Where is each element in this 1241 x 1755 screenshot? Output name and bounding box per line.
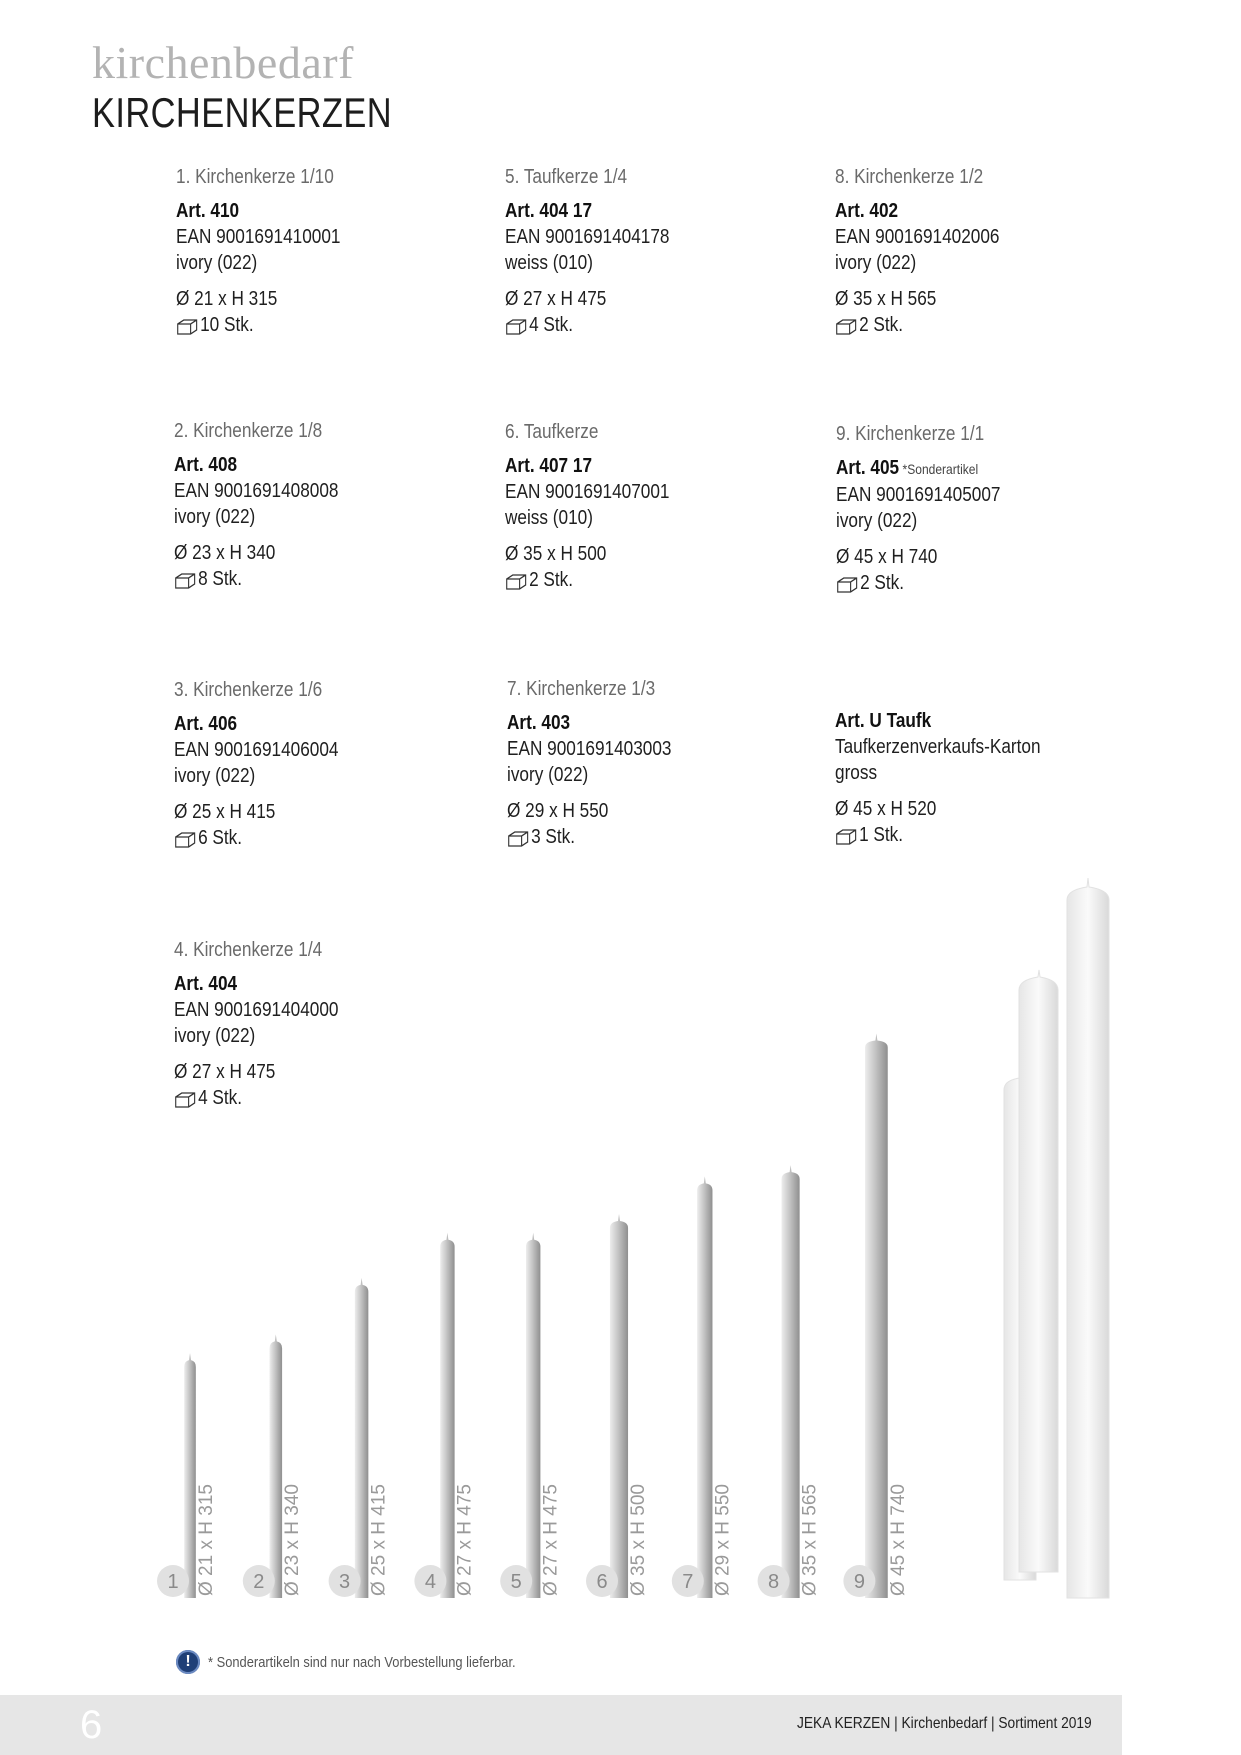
product-ean: EAN 9001691410001 — [176, 226, 341, 248]
product-qty — [174, 566, 449, 592]
candle-size-label: Ø 45 x H 740 — [887, 1484, 909, 1596]
product-qty — [176, 312, 451, 338]
product-qty — [174, 825, 449, 851]
footnote-text: * Sonderartikeln sind nur nach Vorbestellung lieferbar. — [208, 1653, 516, 1671]
qty-value: 2 Stk. — [529, 569, 574, 591]
product-title: 6. Taufkerze — [505, 421, 599, 443]
product-art — [836, 455, 1111, 482]
decorative-candles — [1004, 878, 1109, 1598]
product-title: 5. Taufkerze 1/4 — [505, 166, 628, 188]
qty-value: 2 Stk. — [859, 314, 904, 336]
candle-number-label: 7 — [682, 1571, 694, 1593]
candle-size-chart — [0, 860, 1241, 1630]
product-qty — [507, 824, 782, 850]
box-icon — [835, 316, 857, 334]
product-size: Ø 29 x H 550 — [507, 800, 609, 822]
box-icon — [836, 574, 858, 592]
candle-number-label: 9 — [853, 1571, 865, 1593]
product-color: ivory (022) — [174, 1025, 256, 1047]
qty-value: 3 Stk. — [531, 826, 576, 848]
product-color: weiss (010) — [505, 252, 593, 274]
product-art — [176, 198, 451, 224]
product-block — [836, 421, 1156, 596]
special-item-note: *Sonderartikel — [902, 461, 979, 477]
qty-value: 1 Stk. — [859, 824, 904, 846]
product-qty — [835, 312, 1110, 338]
product-title: 8. Kirchenkerze 1/2 — [835, 166, 984, 188]
product-description-2: gross — [835, 762, 878, 784]
product-color: ivory (022) — [174, 506, 256, 528]
product-ean: EAN 9001691403003 — [507, 738, 672, 760]
product-ean: EAN 9001691408008 — [174, 480, 339, 502]
footnote — [176, 1650, 566, 1674]
candle-size-label: Ø 23 x H 340 — [282, 1484, 304, 1596]
box-icon — [176, 316, 198, 334]
candle-bar-4 — [440, 1233, 454, 1598]
candle-bar-5 — [526, 1233, 540, 1598]
product-size: Ø 21 x H 315 — [176, 288, 278, 310]
product-title: 9. Kirchenkerze 1/1 — [836, 423, 985, 445]
candle-number-label: 4 — [424, 1571, 436, 1593]
qty-value: 4 Stk. — [198, 1087, 243, 1109]
product-block — [505, 164, 825, 338]
candle-size-label: Ø 27 x H 475 — [454, 1484, 476, 1596]
qty-value: 6 Stk. — [198, 827, 243, 849]
product-color: ivory (022) — [835, 252, 917, 274]
product-size: Ø 27 x H 475 — [505, 288, 607, 310]
art-number: Art. 405 — [836, 457, 900, 479]
decor-candle-medium — [1019, 970, 1058, 1572]
candle-size-label: Ø 35 x H 565 — [799, 1484, 821, 1596]
product-block — [505, 419, 825, 593]
product-color: ivory (022) — [836, 510, 918, 532]
product-ean: EAN 9001691406004 — [174, 739, 339, 761]
candle-number-label: 5 — [510, 1571, 522, 1593]
art-number: Art. 406 — [174, 713, 238, 735]
qty-value: 2 Stk. — [860, 572, 905, 594]
candle-bar-3 — [355, 1278, 369, 1598]
page-number: 6 — [80, 1703, 103, 1747]
product-title: 7. Kirchenkerze 1/3 — [507, 678, 656, 700]
qty-value: 10 Stk. — [200, 314, 254, 336]
product-size: Ø 45 x H 740 — [836, 546, 938, 568]
box-icon — [505, 316, 527, 334]
product-qty — [505, 567, 780, 593]
product-art — [505, 198, 780, 224]
product-qty — [836, 570, 1111, 596]
product-art — [174, 711, 449, 737]
candle-size-label: Ø 21 x H 315 — [195, 1484, 217, 1596]
box-icon — [174, 829, 196, 847]
product-ean: EAN 9001691405007 — [836, 484, 1001, 506]
product-qty — [505, 312, 780, 338]
art-number: Art. 410 — [176, 200, 240, 222]
art-number: Art. 407 17 — [505, 455, 593, 477]
candle-size-label: Ø 27 x H 475 — [540, 1484, 562, 1596]
product-color: ivory (022) — [174, 765, 256, 787]
candle-bar-6 — [610, 1214, 628, 1598]
qty-value: 4 Stk. — [529, 314, 574, 336]
qty-value: 8 Stk. — [198, 568, 243, 590]
candle-number-label: 3 — [339, 1571, 351, 1593]
product-block — [176, 164, 496, 338]
candle-bar-2 — [270, 1334, 283, 1598]
box-icon — [507, 828, 529, 846]
candle-series — [157, 1034, 909, 1598]
candle-size-label: Ø 25 x H 415 — [368, 1484, 390, 1596]
product-art — [505, 453, 780, 479]
art-number: Art. 408 — [174, 454, 238, 476]
product-title: 3. Kirchenkerze 1/6 — [174, 679, 323, 701]
product-art — [835, 708, 1110, 734]
product-art — [174, 452, 449, 478]
candle-number-label: 6 — [596, 1571, 608, 1593]
box-icon — [505, 571, 527, 589]
page-footer — [0, 1695, 1122, 1755]
candle-size-label: Ø 35 x H 500 — [628, 1484, 650, 1596]
product-ean: EAN 9001691404178 — [505, 226, 670, 248]
product-title: 1. Kirchenkerze 1/10 — [176, 166, 334, 188]
product-qty — [835, 822, 1110, 848]
product-art — [835, 198, 1110, 224]
product-size: Ø 27 x H 475 — [174, 1061, 276, 1083]
decor-candle-large — [1067, 878, 1109, 1598]
art-number: Art. U Taufk — [835, 710, 932, 732]
product-title: 2. Kirchenkerze 1/8 — [174, 420, 323, 442]
product-block — [174, 418, 494, 592]
box-icon — [174, 570, 196, 588]
candle-bar-9 — [865, 1034, 888, 1598]
product-color: weiss (010) — [505, 507, 593, 529]
candle-bar-8 — [782, 1165, 800, 1598]
product-ean: EAN 9001691407001 — [505, 481, 670, 503]
page-title: KIRCHENKERZEN — [92, 89, 393, 136]
art-number: Art. 403 — [507, 712, 571, 734]
art-number: Art. 404 17 — [505, 200, 593, 222]
product-size: Ø 35 x H 500 — [505, 543, 607, 565]
product-block — [507, 676, 827, 850]
candle-size-label: Ø 29 x H 550 — [712, 1484, 734, 1596]
product-size: Ø 23 x H 340 — [174, 542, 276, 564]
product-art — [507, 710, 782, 736]
header-subtitle: kirchenbedarf — [92, 37, 354, 88]
product-description: Taufkerzenverkaufs-Karton — [835, 736, 1041, 758]
product-size: Ø 45 x H 520 — [835, 798, 937, 820]
product-ean: EAN 9001691402006 — [835, 226, 1000, 248]
candle-number-label: 1 — [167, 1571, 179, 1593]
candle-number-label: 2 — [253, 1571, 265, 1593]
product-block — [835, 164, 1155, 338]
product-size: Ø 35 x H 565 — [835, 288, 937, 310]
product-ean: EAN 9001691404000 — [174, 999, 339, 1021]
product-block — [174, 677, 494, 851]
art-number: Art. 404 — [174, 973, 238, 995]
product-color: ivory (022) — [507, 764, 589, 786]
candle-bar-7 — [697, 1176, 712, 1598]
box-icon — [835, 826, 857, 844]
product-color: ivory (022) — [176, 252, 258, 274]
candle-bar-1 — [184, 1353, 196, 1598]
footer-text: JEKA KERZEN | Kirchenbedarf | Sortiment 2019 — [797, 1715, 1092, 1732]
art-number: Art. 402 — [835, 200, 899, 222]
info-icon: ! — [176, 1650, 200, 1674]
product-block — [835, 708, 1155, 848]
product-size: Ø 25 x H 415 — [174, 801, 276, 823]
candle-number-label: 8 — [768, 1571, 780, 1593]
product-title: 4. Kirchenkerze 1/4 — [174, 939, 323, 961]
